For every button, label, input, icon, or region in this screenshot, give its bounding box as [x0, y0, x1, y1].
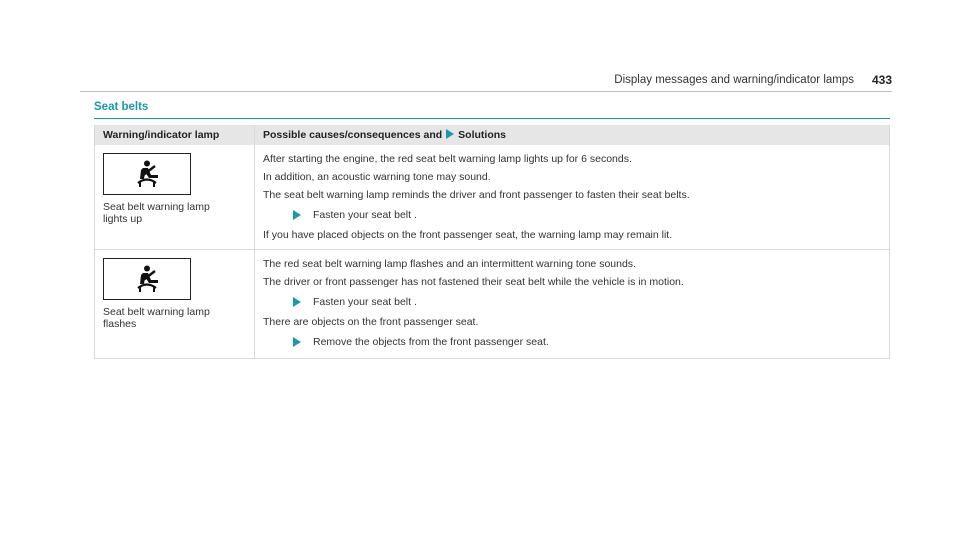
table-header-row: [95, 125, 890, 145]
lamp-caption-line2: flashes: [103, 318, 137, 330]
solution-step-text: Remove the objects from the front passenger seat.: [313, 336, 549, 348]
seat-belt-warning-icon: [103, 153, 191, 195]
solution-cell: [255, 250, 890, 359]
col-header-solutions-label: Solutions: [458, 129, 507, 141]
page-number: 433: [871, 73, 892, 87]
solution-step-text: Fasten your seat belt .: [313, 209, 417, 221]
lamp-cell: [95, 145, 255, 250]
lamp-cell: [95, 250, 255, 359]
solution-step-text: Fasten your seat belt .: [313, 296, 417, 308]
table-row: [95, 145, 890, 250]
cause-text: There are objects on the front passenger seat.: [263, 316, 479, 328]
solution-cell: [255, 145, 890, 250]
section-rule: [94, 118, 890, 119]
solution-step: [293, 294, 881, 310]
lamp-table: [94, 125, 890, 359]
col-header-causes-label: Possible causes/consequences and: [263, 129, 443, 141]
solution-step: [293, 207, 881, 223]
col-header-solutions: [255, 125, 890, 145]
solution-step: [293, 334, 881, 350]
cause-text: The driver or front passenger has not fastened their seat belt while the vehicle is in motion.: [263, 276, 684, 288]
seat-belt-warning-icon: [103, 258, 191, 300]
cause-text: The red seat belt warning lamp flashes and an intermittent warning tone sounds.: [263, 258, 636, 270]
cause-text: The seat belt warning lamp reminds the driver and front passenger to fasten their seat belts.: [263, 189, 690, 201]
arrow-right-icon: [293, 210, 301, 220]
cause-text: If you have placed objects on the front passenger seat, the warning lamp may remain lit.: [263, 229, 673, 241]
section-heading: Seat belts: [94, 101, 149, 113]
lamp-caption-line1: Seat belt warning lamp: [103, 306, 210, 318]
col-header-lamp: Warning/indicator lamp: [95, 125, 255, 145]
lamp-caption-line1: Seat belt warning lamp: [103, 201, 210, 213]
arrow-right-icon: [293, 337, 301, 347]
table-row: [95, 250, 890, 359]
cause-text: In addition, an acoustic warning tone may sound.: [263, 171, 491, 183]
arrow-right-icon: [293, 297, 301, 307]
cause-text: After starting the engine, the red seat belt warning lamp lights up for 6 seconds.: [263, 153, 632, 165]
arrow-right-icon: [446, 129, 454, 139]
running-head-title: Display messages and warning/indicator lamps: [614, 74, 854, 86]
running-head: [80, 74, 892, 92]
lamp-caption-line2: lights up: [103, 213, 143, 225]
